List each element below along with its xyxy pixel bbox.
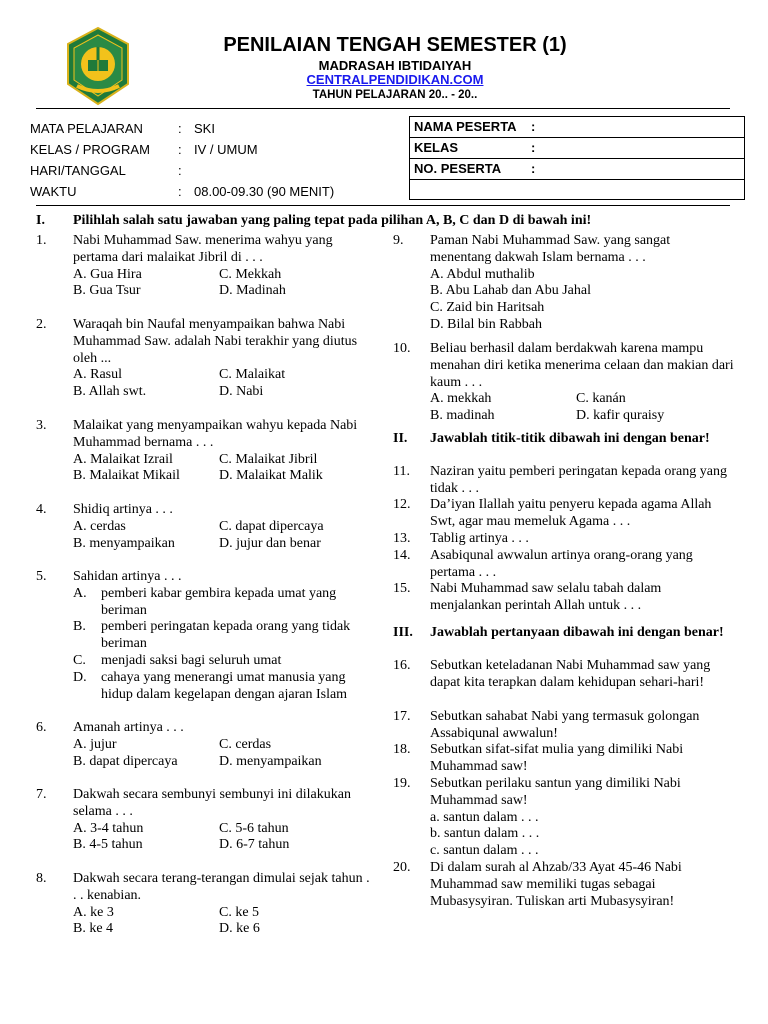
section-number: III. [393, 625, 413, 640]
option-b[interactable]: B. Abu Lahab dan Abu Jahal [430, 283, 591, 299]
option-c[interactable]: C. ke 5 [219, 904, 260, 920]
info-colon: : [178, 121, 182, 136]
participant-blank-field[interactable] [410, 180, 744, 201]
question-number: 10. [393, 341, 411, 356]
question-number: 3. [36, 418, 47, 433]
info-colon: : [178, 142, 182, 157]
option-d[interactable]: D. menyampaikan [219, 753, 322, 769]
option-letter: C. [73, 652, 86, 668]
question-text: Naziran yaitu pemberi peringatan kepada orang yang tidak . . . [430, 464, 727, 496]
option-c[interactable]: C. Zaid bin Haritsah [430, 300, 545, 316]
question-text: Sebutkan sahabat Nabi yang termasuk golongan Assabiqunal awwalun! [430, 709, 700, 741]
section-number: I. [36, 213, 45, 228]
option-c[interactable]: C. cerdas [219, 736, 272, 752]
question-number: 13. [393, 531, 411, 546]
question-number: 4. [36, 502, 47, 517]
info-colon: : [178, 163, 182, 178]
question-text: Dakwah secara terang-terangan dimulai sejak tahun . . . kenabian. [73, 871, 370, 903]
sub-item-c: c. santun dalam . . . [430, 843, 539, 859]
field-colon: : [531, 161, 536, 176]
question-number: 6. [36, 720, 47, 735]
sub-item-a: a. santun dalam . . . [430, 809, 539, 825]
question-number: 5. [36, 569, 47, 584]
info-divider [36, 205, 730, 206]
participant-box [409, 116, 745, 200]
option-c[interactable]: C. Malaikat Jibril [219, 451, 318, 467]
question-text: Paman Nabi Muhammad Saw. yang sangat menentang dakwah Islam bernama . . . [430, 233, 671, 265]
option-d[interactable]: D. jujur dan benar [219, 535, 321, 551]
participant-number-field[interactable] [410, 159, 744, 180]
option-b[interactable]: B. Allah swt. [73, 384, 147, 400]
option-a[interactable]: A. 3-4 tahun [73, 820, 144, 836]
option-d[interactable]: D. Bilal bin Rabbah [430, 316, 542, 332]
madrasah-level: MADRASAH IBTIDAIYAH [318, 58, 472, 73]
sub-item-b: b. santun dalam . . . [430, 826, 540, 842]
question-text: Asabiqunal awwalun artinya orang-orang yang pertama . . . [430, 548, 693, 580]
option-d[interactable]: D. Madinah [219, 283, 286, 299]
info-label: WAKTU [30, 184, 77, 199]
question-number: 17. [393, 709, 411, 724]
option-b[interactable] [73, 619, 376, 653]
option-c[interactable] [73, 653, 376, 670]
option-d[interactable]: D. Nabi [219, 384, 264, 400]
question-text: Di dalam surah al Ahzab/33 Ayat 45-46 Nabi Muhammad saw memiliki tugas sebagai Mubasysyiran. Tuliskan arti Mubasysyiran! [430, 860, 682, 909]
question-text: Nabi Muhammad Saw. menerima wahyu yang pertama dari malaikat Jibril di . . . [73, 233, 333, 265]
info-label: MATA PELAJARAN [30, 121, 143, 136]
option-text: cahaya yang menerangi umat manusia yang hidup dalam kegelapan dengan ajaran Islam [101, 669, 348, 702]
section-instruction: Jawablah pertanyaan dibawah ini dengan benar! [430, 625, 724, 640]
section-number: II. [393, 431, 408, 446]
option-a[interactable]: A. Malaikat Izrail [73, 451, 173, 467]
question-number: 12. [393, 497, 411, 512]
question-number: 20. [393, 860, 411, 875]
question-text: Sebutkan perilaku santun yang dimiliki Nabi Muhammad saw! [430, 776, 681, 808]
participant-name-field[interactable] [410, 117, 744, 138]
option-text: menjadi saksi bagi seluruh umat [101, 652, 282, 668]
question-number: 11. [393, 464, 410, 479]
option-c[interactable]: C. 5-6 tahun [219, 820, 289, 836]
info-label: KELAS / PROGRAM [30, 142, 150, 157]
option-d[interactable]: D. Malaikat Malik [219, 468, 323, 484]
info-value: 08.00-09.30 (90 MENIT) [194, 184, 335, 199]
option-text: pemberi kabar gembira kepada umat yang beriman [101, 585, 337, 618]
question-number: 1. [36, 233, 47, 248]
option-d[interactable]: D. 6-7 tahun [219, 837, 290, 853]
info-label: HARI/TANGGAL [30, 163, 126, 178]
question-text: Sebutkan sifat-sifat mulia yang dimiliki Nabi Muhammad saw! [430, 742, 684, 774]
option-a[interactable]: A. jujur [73, 736, 117, 752]
info-value: SKI [194, 121, 215, 136]
question-text: Dakwah secara sembunyi sembunyi ini dilakukan selama . . . [73, 787, 351, 819]
document-title: PENILAIAN TENGAH SEMESTER (1) [223, 34, 567, 56]
question-number: 8. [36, 871, 47, 886]
question-number: 19. [393, 776, 411, 791]
question-number: 18. [393, 742, 411, 757]
option-text: pemberi peringatan kepada orang yang tidak beriman [101, 619, 351, 652]
question-number: 16. [393, 658, 411, 673]
option-b[interactable]: B. menyampaikan [73, 535, 175, 551]
question-text: Beliau berhasil dalam berdakwah karena mampu menahan diri ketika menerima celaan dan makian dari kaum . . . [430, 341, 734, 390]
question-number: 14. [393, 548, 411, 563]
field-label: NO. PESERTA [414, 161, 502, 176]
option-letter: B. [73, 619, 86, 635]
field-colon: : [531, 119, 536, 134]
academic-year: TAHUN PELAJARAN 20.. - 20.. [312, 89, 478, 101]
question-text: Shidiq artinya . . . [73, 502, 173, 517]
website-link[interactable]: CENTRALPENDIDIKAN.COM [306, 72, 484, 87]
option-d[interactable]: D. kafir quraisy [576, 408, 665, 424]
option-c[interactable]: C. dapat dipercaya [219, 518, 324, 534]
question-number: 2. [36, 317, 47, 332]
option-b[interactable]: B. ke 4 [73, 921, 114, 937]
question-text: Amanah artinya . . . [73, 720, 184, 735]
option-a[interactable]: A. Gua Hira [73, 266, 142, 282]
section-instruction: Pilihlah salah satu jawaban yang paling tepat pada pilihan A, B, C dan D di bawah ini! [73, 213, 592, 228]
option-letter: A. [73, 585, 87, 601]
option-d[interactable]: D. ke 6 [219, 921, 260, 937]
field-label: KELAS [414, 140, 459, 155]
section-instruction: Jawablah titik-titik dibawah ini dengan benar! [430, 431, 710, 446]
option-a[interactable]: A. Abdul muthalib [430, 266, 535, 282]
question-text: Nabi Muhammad saw selalu tabah dalam menjalankan perintah Allah untuk . . . [430, 581, 662, 613]
question-text: Da’iyan Ilallah yaitu penyeru kepada agama Allah Swt, agar mau memeluk Agama . . . [430, 497, 712, 529]
option-b[interactable]: B. 4-5 tahun [73, 837, 143, 853]
question-text: Waraqah bin Naufal menyampaikan bahwa Nabi Muhammad Saw. adalah Nabi terakhir yang diutus oleh ... [73, 317, 358, 366]
question-text: Sebutkan keteladanan Nabi Muhammad saw yang dapat kita terapkan dalam kehidupan sehari-hari! [430, 658, 711, 690]
question-text: Tablig artinya . . . [430, 531, 529, 546]
question-text: Malaikat yang menyampaikan wahyu kepada Nabi Muhammad bernama . . . [73, 418, 358, 450]
option-a[interactable]: A. Rasul [73, 367, 122, 383]
option-a[interactable]: A. mekkah [430, 391, 492, 407]
info-value: IV / UMUM [194, 142, 258, 157]
option-b[interactable]: B. dapat dipercaya [73, 753, 178, 769]
participant-class-field[interactable] [410, 138, 744, 159]
question-number: 9. [393, 233, 404, 248]
question-number: 15. [393, 581, 411, 596]
option-a[interactable] [73, 586, 376, 620]
option-b[interactable]: B. madinah [430, 408, 495, 424]
option-c[interactable]: C. kanán [576, 391, 626, 407]
option-c[interactable]: C. Malaikat [219, 367, 286, 383]
option-c[interactable]: C. Mekkah [219, 266, 282, 282]
option-letter: D. [73, 669, 87, 685]
option-d[interactable] [73, 670, 376, 704]
info-colon: : [178, 184, 182, 199]
field-colon: : [531, 140, 536, 155]
madrasah-logo-icon [64, 26, 132, 106]
option-a[interactable]: A. cerdas [73, 518, 126, 534]
option-a[interactable]: A. ke 3 [73, 904, 114, 920]
option-b[interactable]: B. Gua Tsur [73, 283, 141, 299]
header-divider [36, 108, 730, 109]
field-label: NAMA PESERTA [414, 119, 517, 134]
question-text: Sahidan artinya . . . [73, 569, 182, 584]
question-number: 7. [36, 787, 47, 802]
option-b[interactable]: B. Malaikat Mikail [73, 468, 180, 484]
